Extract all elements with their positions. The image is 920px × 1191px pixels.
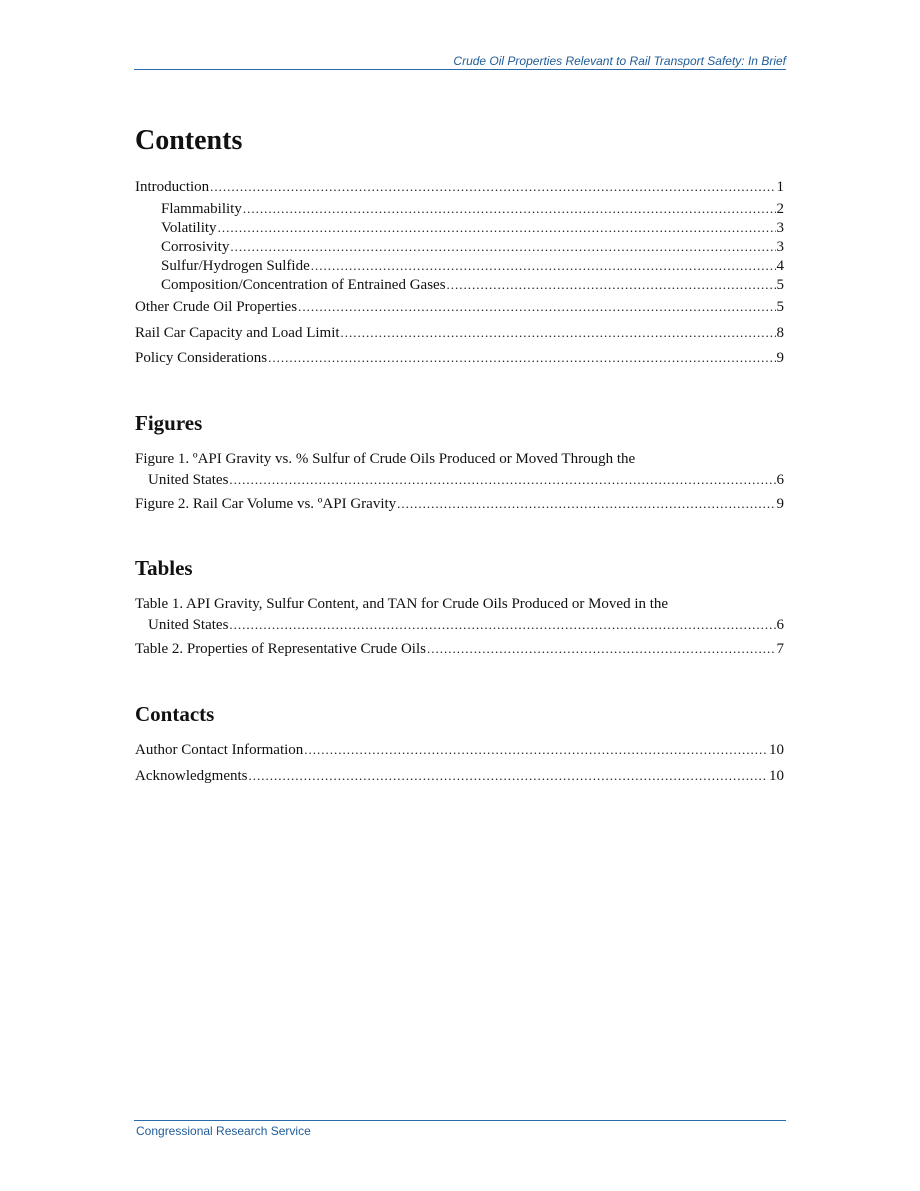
toc-entry-acknowledgments[interactable]: Acknowledgments ..... 10	[135, 766, 784, 786]
table-1-title-line[interactable]: Table 1. API Gravity, Sulfur Content, and TAN for Crude Oils Produced or Moved in the	[135, 596, 669, 612]
contents-heading: Contents	[135, 125, 243, 156]
running-header	[134, 0, 786, 70]
toc-entry-table-1[interactable]: United States ..... 6	[148, 615, 784, 635]
toc-entry-figure-1[interactable]: United States ..... 6	[148, 470, 784, 490]
toc-entry-policy[interactable]: Policy Considerations ..... 9	[135, 348, 784, 368]
toc-entry-table-2[interactable]: Table 2. Properties of Representative Crude Oils ..... 7	[135, 639, 784, 659]
toc-entry-sulfur[interactable]: Sulfur/Hydrogen Sulfide ..... 4	[161, 256, 784, 276]
toc-entry-entrained-gases[interactable]: Composition/Concentration of Entrained Gases ..... 5	[161, 275, 784, 295]
toc-entry-author-contact[interactable]: Author Contact Information ..... 10	[135, 740, 784, 760]
toc-entry-figure-2[interactable]: Figure 2. Rail Car Volume vs. ºAPI Gravity ..... 9	[135, 494, 784, 514]
toc-entry-corrosivity[interactable]: Corrosivity ..... 3	[161, 237, 784, 257]
toc-entry-flammability[interactable]: Flammability ..... 2	[161, 199, 784, 219]
report-title: Crude Oil Properties Relevant to Rail Transport Safety: In Brief	[453, 54, 786, 68]
running-footer	[134, 1120, 786, 1138]
toc-entry-volatility[interactable]: Volatility ..... 3	[161, 218, 784, 238]
figures-heading: Figures	[135, 411, 203, 435]
tables-heading: Tables	[135, 556, 193, 580]
toc-entry-introduction[interactable]: Introduction ..... 1	[135, 177, 784, 197]
contacts-heading: Contacts	[135, 702, 215, 726]
toc-entry-other-properties[interactable]: Other Crude Oil Properties ..... 5	[135, 297, 784, 317]
toc-entry-rail-car-capacity[interactable]: Rail Car Capacity and Load Limit ..... 8	[135, 323, 784, 343]
figure-1-title-line[interactable]: Figure 1. ºAPI Gravity vs. % Sulfur of Crude Oils Produced or Moved Through the	[135, 451, 636, 467]
footer-organization: Congressional Research Service	[136, 1124, 311, 1138]
